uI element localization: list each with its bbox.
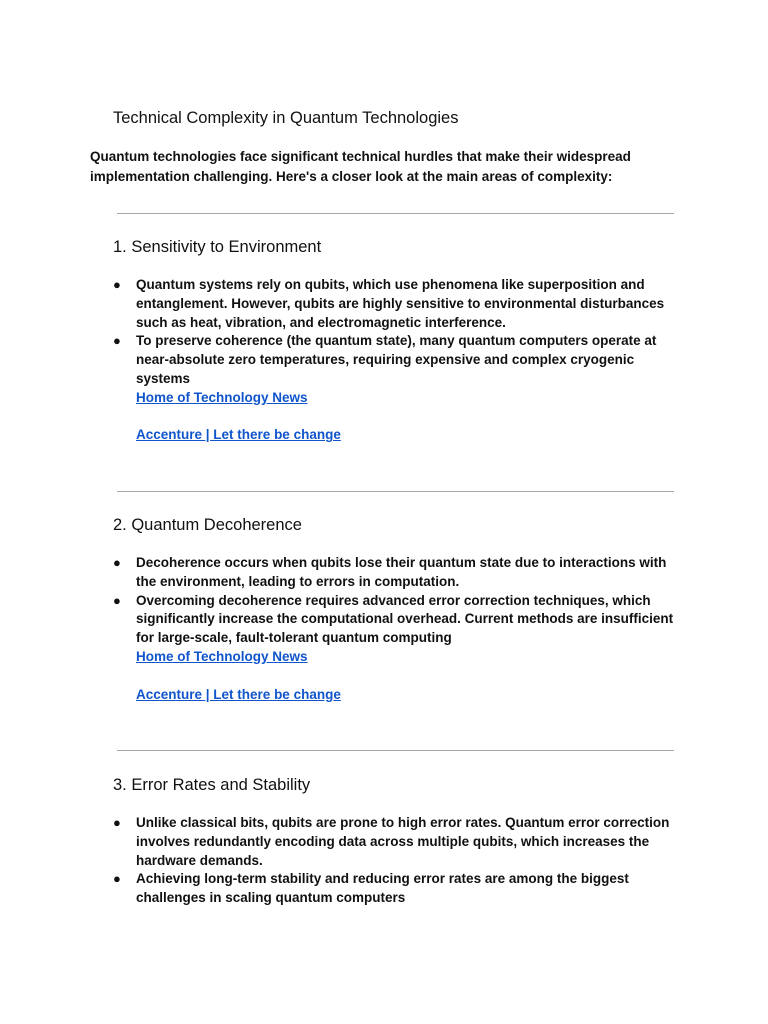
section-divider xyxy=(117,750,674,751)
bullet-text: Achieving long-term stability and reducing error rates are among the biggest challenges in scaling quantum computers xyxy=(136,871,629,906)
bullet-text: Overcoming decoherence requires advanced error correction techniques, which significantly increase the computational overhead. Current methods are insufficient for large-scale, fault-tolerant quantum computing xyxy=(136,592,674,646)
section-heading-sensitivity: 1. Sensitivity to Environment xyxy=(113,238,322,256)
list-item xyxy=(113,554,683,592)
bullet-icon: ● xyxy=(113,277,121,292)
list-item xyxy=(113,332,683,445)
list-item xyxy=(113,592,683,705)
list-item xyxy=(113,870,683,908)
section-heading-decoherence: 2. Quantum Decoherence xyxy=(113,516,302,534)
spacer xyxy=(136,408,683,427)
bullet-icon: ● xyxy=(113,555,121,570)
section-heading-error-rates: 3. Error Rates and Stability xyxy=(113,776,311,794)
spacer xyxy=(136,667,683,686)
section-divider xyxy=(117,213,674,214)
link-home-of-technology-news[interactable]: Home of Technology News xyxy=(136,648,308,664)
bullet-text: Decoherence occurs when qubits lose their quantum state due to interactions with the environment, leading to errors in computation. xyxy=(136,555,667,589)
bullet-icon: ● xyxy=(113,815,121,830)
bullet-list-decoherence xyxy=(113,554,683,704)
bullet-text: To preserve coherence (the quantum state), many quantum computers operate at near-absolute zero temperatures, requiring expensive and complex cryogenic systems xyxy=(136,333,657,386)
bullet-text: Unlike classical bits, qubits are prone to high error rates. Quantum error correction involves redundantly encoding data across multiple qubits, which increases the hardware demands. xyxy=(136,815,670,868)
link-accenture[interactable]: Accenture | Let there be change xyxy=(136,686,341,702)
bullet-icon: ● xyxy=(113,871,121,887)
intro-paragraph: Quantum technologies face significant technical hurdles that make their widespread implementation challenging. Here's a closer look at the main areas of complexity: xyxy=(90,149,631,184)
list-item xyxy=(113,814,683,870)
link-home-of-technology-news[interactable]: Home of Technology News xyxy=(136,389,308,405)
bullet-text: Quantum systems rely on qubits, which use phenomena like superposition and entanglement. However, qubits are highly sensitive to environmental disturbances such as heat, vibration, and electromagnetic interference. xyxy=(136,277,665,330)
link-accenture[interactable]: Accenture | Let there be change xyxy=(136,427,341,443)
section-divider xyxy=(117,491,674,492)
bullet-icon: ● xyxy=(113,592,121,608)
bullet-list-error-rates xyxy=(113,814,683,908)
bullet-list-sensitivity xyxy=(113,276,683,445)
list-item xyxy=(113,276,683,332)
bullet-icon: ● xyxy=(113,333,121,349)
document-title: Technical Complexity in Quantum Technologies xyxy=(113,109,459,127)
